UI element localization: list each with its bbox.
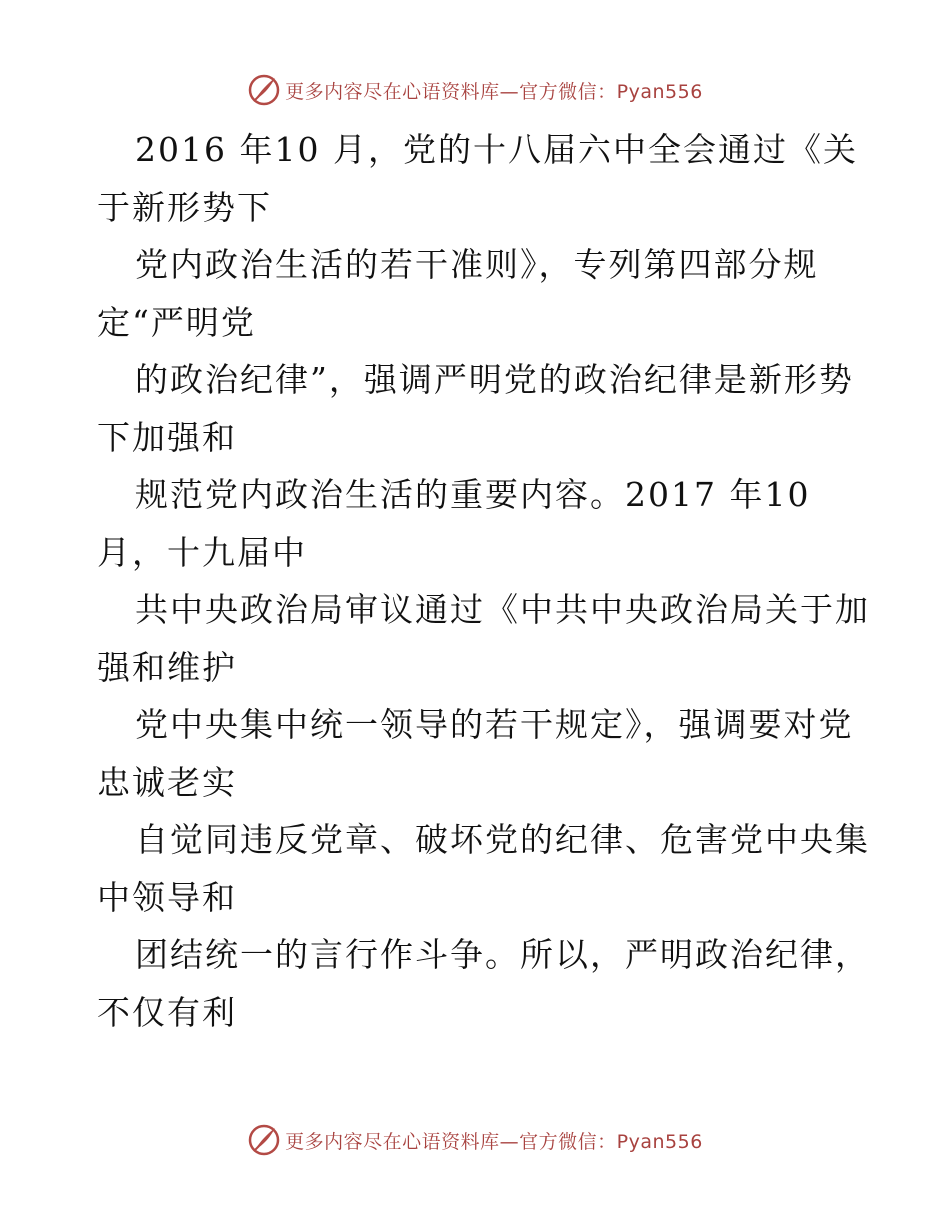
body-line: 党中央集中统一领导的若干规定》，强调要对党 — [135, 705, 854, 744]
body-line: 自觉同违反党章、破坏党的纪律、危害党中央集 — [135, 820, 870, 859]
document-body — [97, 121, 887, 1041]
body-line: 不仅有利 — [97, 992, 237, 1032]
header-watermark — [0, 70, 950, 110]
body-line: 下加强和 — [97, 417, 237, 457]
body-line: 共中央政治局审议通过《中共中央政治局关于加 — [135, 590, 870, 629]
watermark-text: 更多内容尽在心语资料库—官方微信：Pyan556 — [285, 80, 703, 103]
body-line: 中领导和 — [97, 877, 237, 917]
body-line: 于新形势下 — [97, 187, 272, 227]
body-line: 团结统一的言行作斗争。所以，严明政治纪律， — [135, 935, 870, 974]
body-line: 的政治纪律”，强调严明党的政治纪律是新形势 — [135, 360, 854, 399]
body-line: 规范党内政治生活的重要内容。2017 年10 — [135, 475, 811, 514]
body-line: 忠诚老实 — [97, 762, 237, 802]
watermark-text: 更多内容尽在心语资料库—官方微信：Pyan556 — [285, 1130, 703, 1153]
quill-pen-logo-icon — [247, 73, 281, 107]
body-line: 强和维护 — [97, 647, 237, 687]
body-line: 定“严明党 — [97, 302, 256, 342]
quill-pen-logo-icon — [247, 1123, 281, 1157]
footer-watermark — [0, 1120, 950, 1160]
body-line: 党内政治生活的若干准则》，专列第四部分规 — [135, 245, 819, 284]
body-line: 2016 年10 月，党的十八届六中全会通过《关 — [135, 130, 858, 169]
body-line: 月，十九届中 — [97, 532, 307, 572]
